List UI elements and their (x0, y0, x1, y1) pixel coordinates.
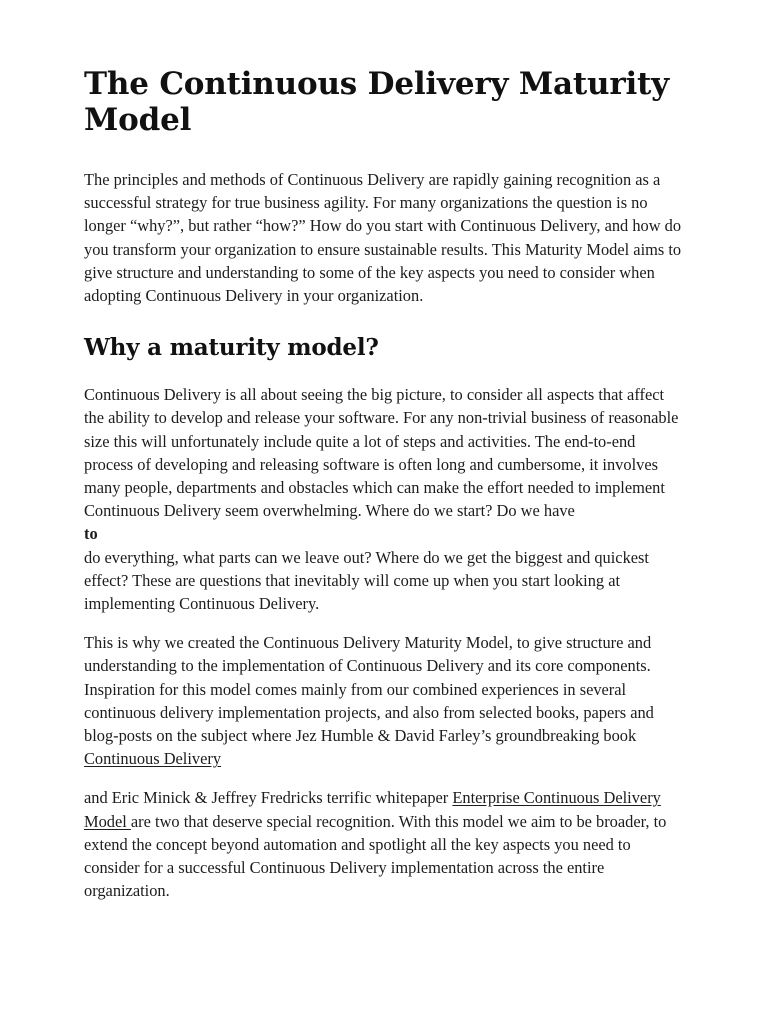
paragraph-2-text: This is why we created the Continuous Delivery Maturity Model, to give structure and understanding to the implementation of Continuous Delivery and its core components. Inspiration for this model comes mainly from our combined experiences in several continuous delivery implementation projects, and also from selected books, papers and blog-posts on the subject where Jez Humble & David Farley’s groundbreaking book (84, 633, 654, 746)
enterprise-cd-model-link[interactable]: Enterprise Continuous Delivery Model (84, 788, 661, 831)
paragraph-1-text-start: Continuous Delivery is all about seeing the big picture, to consider all aspects that affect the ability to develop and release your software. For any non-trivial business of reasonable size this will unfortunately include quite a lot of steps and activities. The end-to-end process of developing and releasing software is often long and cumbersome, it involves many people, departments and obstacles which can make the effort needed to implement Continuous Delivery seem overwhelming. Where do we start? Do we have (84, 385, 679, 521)
paragraph-3-text-start: and Eric Minick & Jeffrey Fredricks terrific whitepaper (84, 788, 453, 808)
section-heading: Why a maturity model? (84, 334, 379, 362)
intro-paragraph: The principles and methods of Continuous Delivery are rapidly gaining recognition as a successful strategy for true business agility. For many organizations the question is no longer “why?”, but rather “how?” How do you start with Continuous Delivery, and how do you transform your organization to ensure sustainable results. This Maturity Model aims to give structure and understanding to some of the key aspects you need to consider when adopting Continuous Delivery in your organization. (84, 170, 682, 306)
paragraph-1-text-end: do everything, what parts can we leave out? Where do we get the biggest and quickest effect? These are questions that inevitably will come up when you start looking at implementing Continuous Delivery. (84, 547, 649, 614)
emphasized-word: to (84, 524, 98, 544)
continuous-delivery-book-link[interactable]: Continuous Delivery (84, 749, 222, 769)
paragraph-3-text-end: are two that deserve special recognition. With this model we aim to be broader, to extend the concept beyond automation and spotlight all the key aspects you need to consider for a successful Continuous Delivery implementation across the entire organization. (84, 811, 667, 901)
body-paragraph-3 (84, 786, 688, 902)
body-paragraph-1 (84, 383, 688, 615)
body-paragraph-2 (84, 631, 688, 770)
page-title: The Continuous Delivery Maturity Model (84, 66, 669, 138)
